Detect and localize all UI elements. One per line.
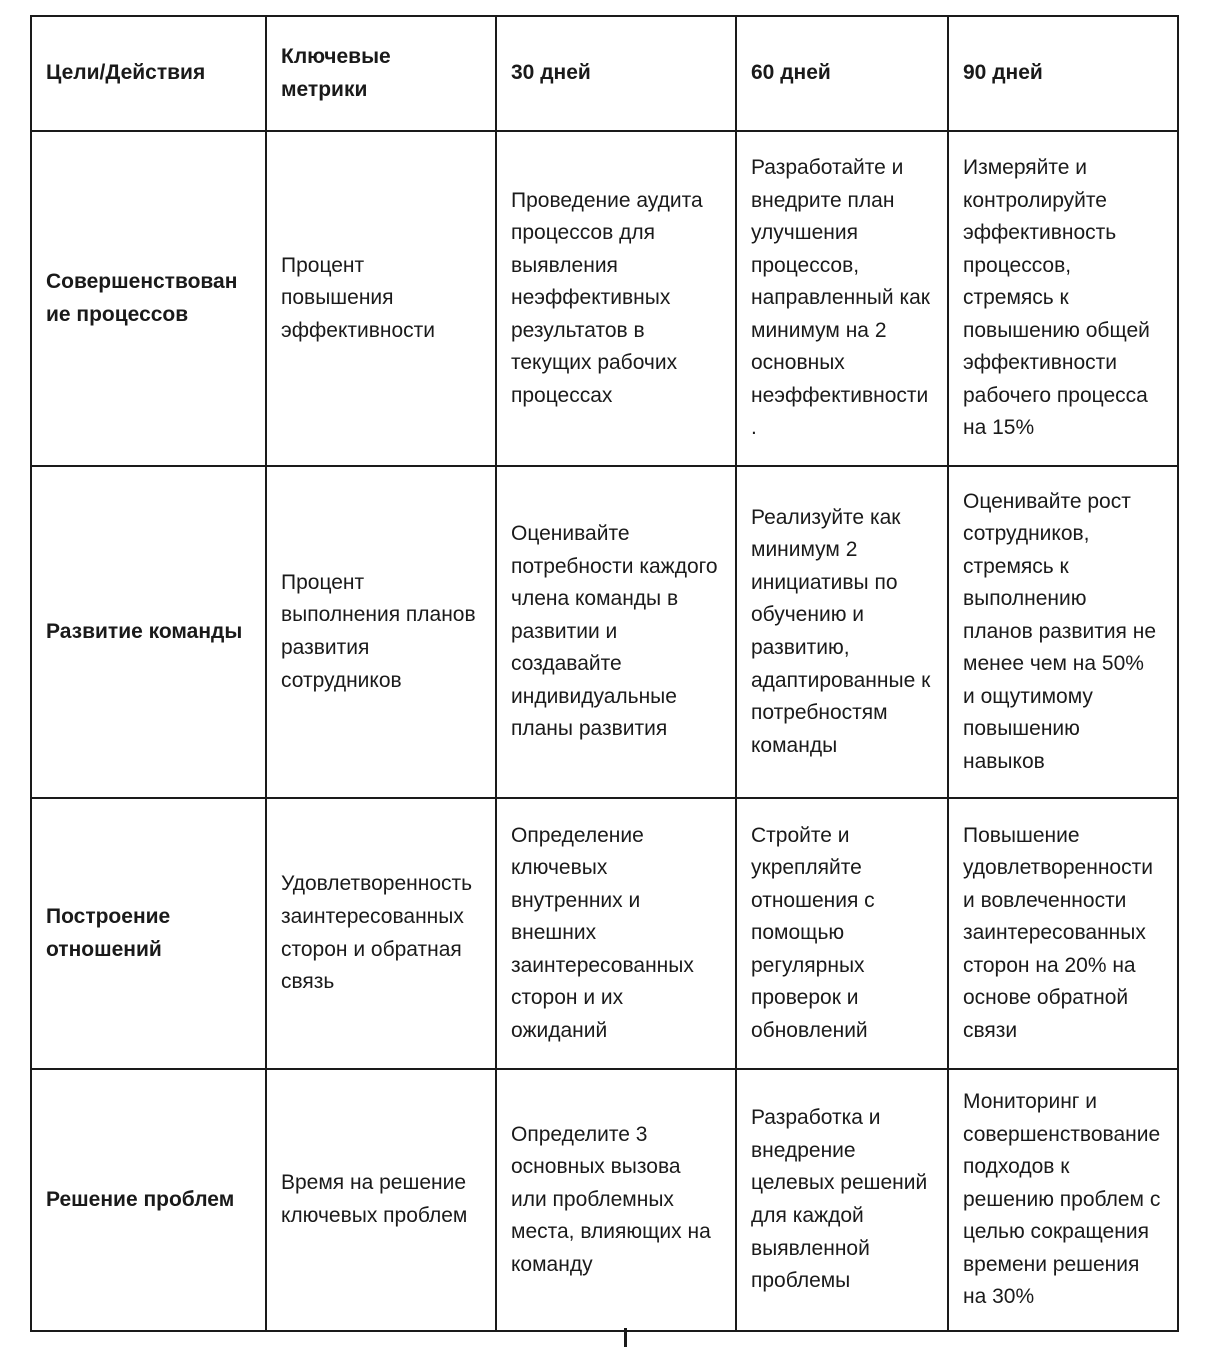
table-row xyxy=(31,466,1178,798)
plan-30-60-90-table xyxy=(30,15,1179,1332)
day90-cell: Измеряйте и контролируйте эффективность процессов, стремясь к повышению общей эффективности рабочего процесса на 15% xyxy=(948,131,1178,466)
day90-cell: Мониторинг и совершенствование подходов к решению проблем с целью сокращения времени решения на 30% xyxy=(948,1069,1178,1331)
day30-cell: Определение ключевых внутренних и внешних заинтересованных сторон и их ожиданий xyxy=(496,798,736,1069)
day90-cell: Оценивайте рост сотрудников, стремясь к выполнению планов развития не менее чем на 50% и ощутимому повышению навыков xyxy=(948,466,1178,798)
goal-cell: Построение отношений xyxy=(31,798,266,1069)
goal-cell: Решение проблем xyxy=(31,1069,266,1331)
day60-cell: Разработайте и внедрите план улучшения процессов, направленный как минимум на 2 основных неэффективности. xyxy=(736,131,948,466)
day30-cell: Проведение аудита процессов для выявления неэффективных результатов в текущих рабочих процессах xyxy=(496,131,736,466)
day30-cell: Оценивайте потребности каждого члена команды в развитии и создавайте индивидуальные планы развития xyxy=(496,466,736,798)
table-row xyxy=(31,798,1178,1069)
metric-cell: Время на решение ключевых проблем xyxy=(266,1069,496,1331)
day60-cell: Разработка и внедрение целевых решений для каждой выявленной проблемы xyxy=(736,1069,948,1331)
table-row xyxy=(31,1069,1178,1331)
text-cursor xyxy=(624,1328,627,1347)
metric-cell: Удовлетворенность заинтересованных сторон и обратная связь xyxy=(266,798,496,1069)
day60-cell: Стройте и укрепляйте отношения с помощью регулярных проверок и обновлений xyxy=(736,798,948,1069)
metric-cell: Процент выполнения планов развития сотрудников xyxy=(266,466,496,798)
metric-cell: Процент повышения эффективности xyxy=(266,131,496,466)
header-cell-metrics: Ключевые метрики xyxy=(266,16,496,131)
header-cell-30-days: 30 дней xyxy=(496,16,736,131)
goal-cell: Развитие команды xyxy=(31,466,266,798)
table-row xyxy=(31,131,1178,466)
day60-cell: Реализуйте как минимум 2 инициативы по обучению и развитию, адаптированные к потребностям команды xyxy=(736,466,948,798)
day30-cell: Определите 3 основных вызова или проблемных места, влияющих на команду xyxy=(496,1069,736,1331)
day90-cell: Повышение удовлетворенности и вовлеченности заинтересованных сторон на 20% на основе обратной связи xyxy=(948,798,1178,1069)
header-cell-90-days: 90 дней xyxy=(948,16,1178,131)
header-cell-goals: Цели/Действия xyxy=(31,16,266,131)
goal-cell: Совершенствование процессов xyxy=(31,131,266,466)
header-cell-60-days: 60 дней xyxy=(736,16,948,131)
table-header-row xyxy=(31,16,1178,131)
